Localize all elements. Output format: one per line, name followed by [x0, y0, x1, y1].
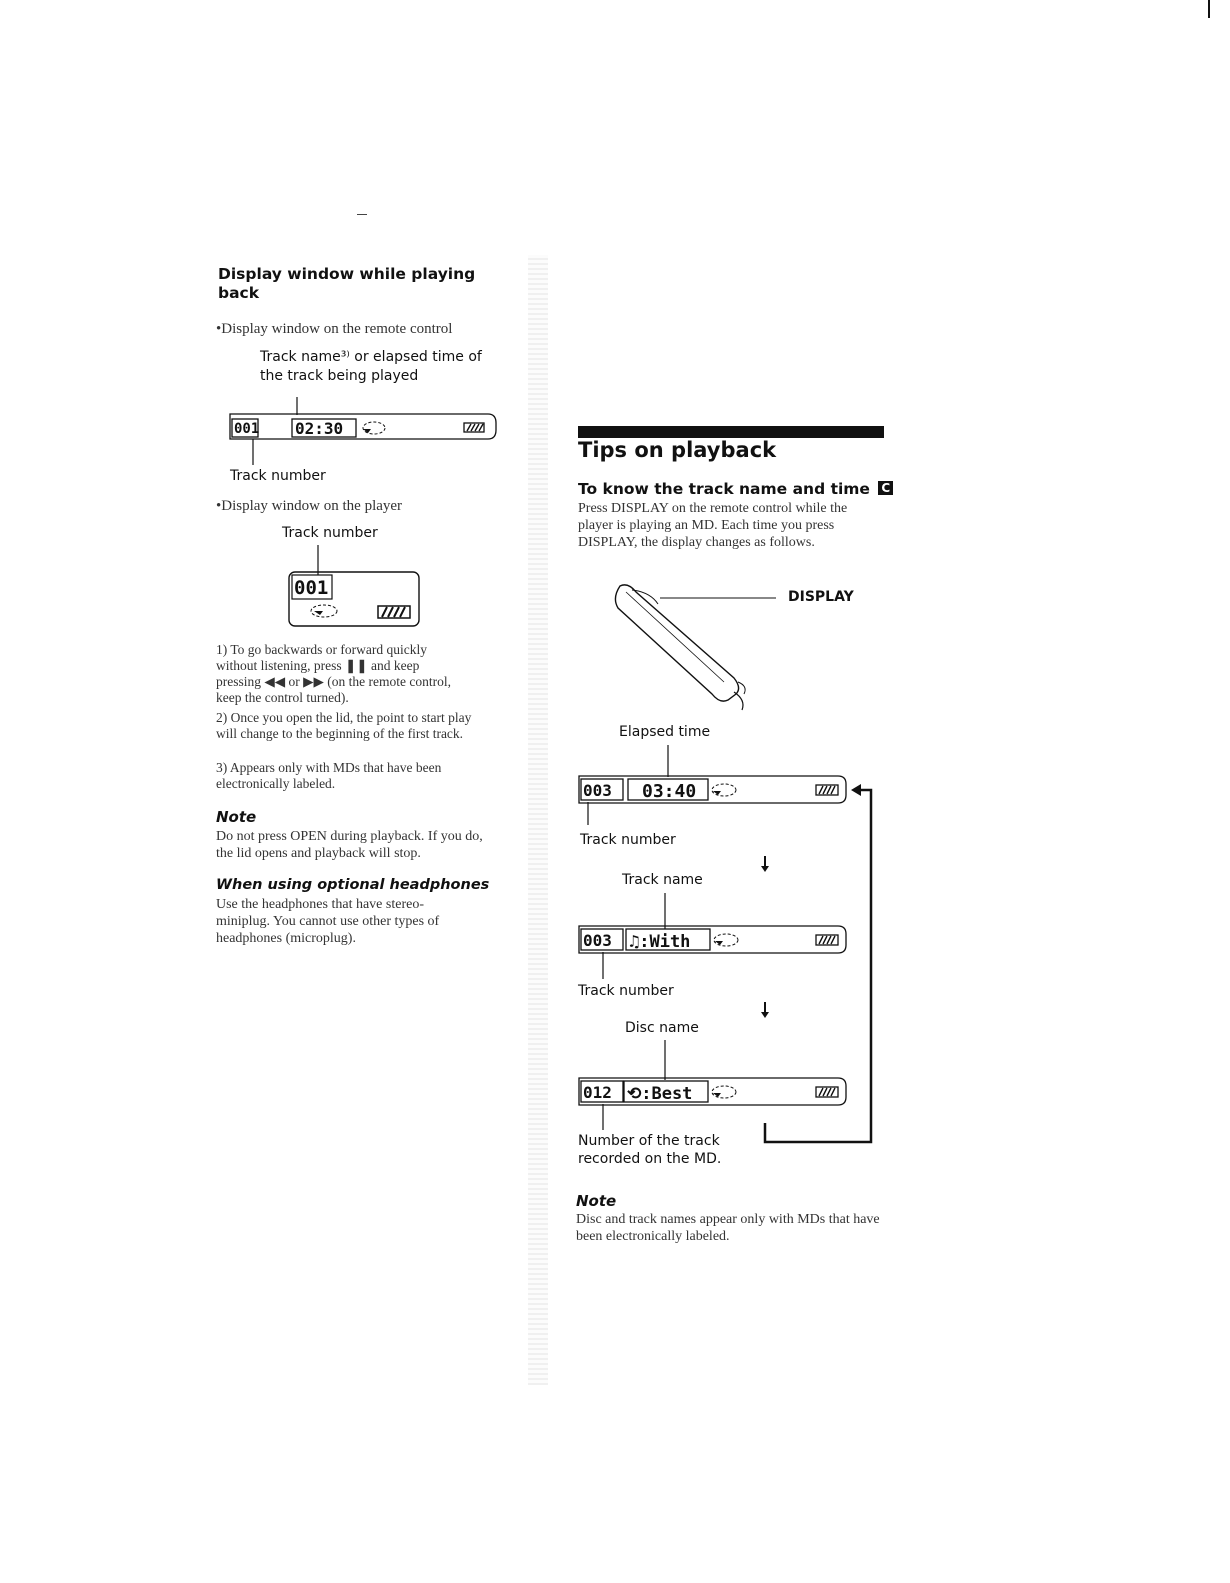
note-text: Do not press OPEN during playback. If you do, the lid opens and playback will stop.: [216, 829, 483, 861]
display-button-label: DISPLAY: [788, 589, 854, 605]
right-note-heading: Note: [576, 1192, 617, 1210]
panel3-track: 012: [583, 1083, 612, 1102]
disc-spin-icon: [712, 1086, 736, 1098]
remote-display-diagram: [226, 395, 498, 470]
panel1-value: 03:40: [642, 781, 697, 802]
cycle-flow-arrows: [755, 780, 880, 1150]
label-track-number: Track number: [230, 468, 326, 484]
subheading: [578, 480, 893, 498]
right-note-text: Disc and track names appear only with MDs that have been electronically labeled.: [576, 1212, 880, 1244]
panel2-top-label: Track name: [622, 872, 703, 888]
down-arrow-icon: [761, 856, 769, 872]
panel1-track: 003: [583, 781, 612, 800]
battery-icon: [378, 606, 410, 618]
headphones-text: Use the headphones that have stereo-miniplug. You cannot use other types of headphones (microplug).: [216, 897, 440, 946]
section-title: Tips on playback: [578, 438, 777, 462]
panel2-value: ♫:With: [629, 932, 691, 952]
section-rule: [578, 426, 884, 438]
disc-spin-icon: [714, 934, 738, 946]
subheading-text: To know the track name and time: [578, 480, 870, 498]
page-edge-mark: [1208, 0, 1210, 18]
bullet-player: •Display window on the player: [216, 498, 403, 514]
panel3-top-label: Disc name: [625, 1020, 699, 1036]
disc-spin-icon: [712, 784, 736, 796]
callout-track-name: Track name³⁾ or elapsed time of the track being played: [260, 349, 482, 384]
headphones-heading: When using optional headphones: [216, 877, 490, 893]
panel3-value: ⟲:Best: [627, 1084, 693, 1104]
disc-spin-icon: [311, 605, 337, 617]
bullet-remote: •Display window on the remote control: [216, 321, 453, 337]
binding-gutter: [528, 255, 548, 1385]
panel3-bottom-label: Number of the track recorded on the MD.: [578, 1133, 722, 1167]
player-lcd-track: 001: [294, 577, 329, 599]
panel2-track: 003: [583, 931, 612, 950]
footnote-3: 3) Appears only with MDs that have been electronically labeled.: [216, 760, 442, 791]
note-heading: Note: [216, 808, 257, 826]
panel1-bottom-label: Track number: [580, 832, 676, 848]
disc-spin-icon: [363, 422, 385, 434]
scan-speck: [357, 214, 367, 215]
panel2-bottom-label: Track number: [578, 983, 674, 999]
battery-icon: [464, 423, 484, 432]
figure-badge: C: [878, 481, 893, 495]
remote-lcd-time: 02:30: [295, 419, 344, 438]
player-display-diagram: [286, 545, 422, 629]
down-arrow-icon: [761, 1002, 769, 1018]
section-heading: Display window while playing back: [218, 265, 476, 302]
remote-control-illustration: [610, 582, 790, 712]
panel1-top-label: Elapsed time: [619, 724, 711, 740]
remote-lcd-track: 001: [234, 421, 260, 437]
intro-text: Press DISPLAY on the remote control while the player is playing an MD. Each time you press DISPLAY, the display changes as follows.: [578, 501, 848, 550]
player-label-track-number: Track number: [282, 525, 378, 541]
footnote-2: 2) Once you open the lid, the point to start play will change to the beginning of the first track.: [216, 710, 472, 741]
footnote-1: 1) To go backwards or forward quickly without listening, press ❚❚ and keep pressing ◀◀ or ▶▶ (on the remote control, keep the control turned).: [216, 642, 451, 705]
loop-arrowhead-icon: [851, 784, 861, 796]
